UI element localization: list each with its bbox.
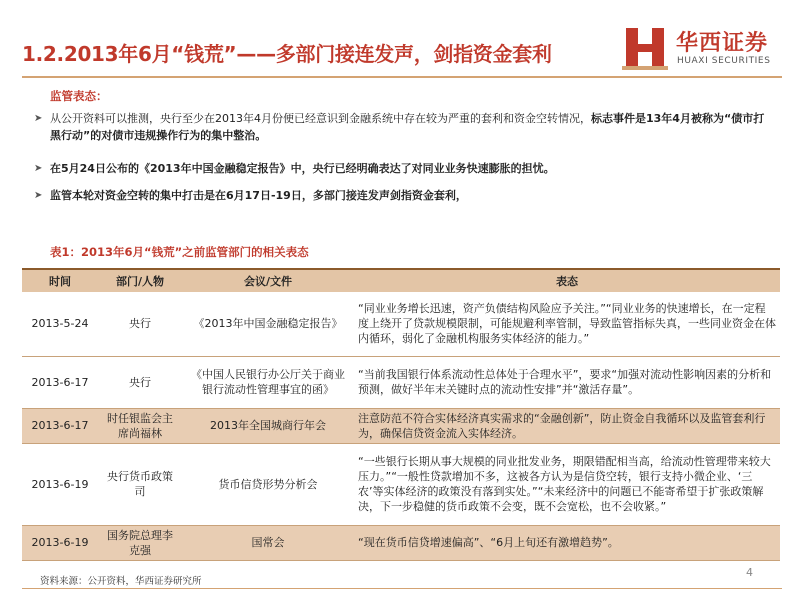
cell-dept: 时任银监会主席尚福林 bbox=[98, 408, 182, 443]
cell-date: 2013-6-19 bbox=[22, 443, 98, 525]
bullet-arrow-icon: ➤ bbox=[34, 113, 43, 124]
cell-meeting: 2013年全国城商行年会 bbox=[182, 408, 354, 443]
bullet-item-1 bbox=[34, 110, 770, 144]
logo-text-cn: 华西证券 bbox=[676, 31, 769, 56]
cell-date: 2013-6-17 bbox=[22, 356, 98, 408]
title-divider bbox=[22, 76, 782, 78]
header-date: 时间 bbox=[22, 269, 98, 292]
header-meeting: 会议/文件 bbox=[182, 269, 354, 292]
cell-dept: 国务院总理李克强 bbox=[98, 525, 182, 560]
bullet-item-2 bbox=[34, 160, 770, 177]
bullet-arrow-icon: ➤ bbox=[34, 190, 43, 201]
bullet-bold-text: 标志事件是13年4月被称为“债市打黑行动”的对债市违规操作行为的集中整治。 bbox=[50, 112, 765, 142]
table-row bbox=[22, 408, 780, 443]
cell-date: 2013-5-24 bbox=[22, 292, 98, 356]
cell-statement: 注意防范不符合实体经济真实需求的“金融创新”，防止资金自我循环以及监管套利行为，确保信贷资金流入实体经济。 bbox=[354, 408, 780, 443]
table-caption: 表1：2013年6月“钱荒”之前监管部门的相关表态 bbox=[50, 245, 309, 259]
bullet-bold-text: 在5月24日公布的《2013年中国金融稳定报告》中，央行已经明确表达了对同业业务快速膨胀的担忧。 bbox=[50, 162, 555, 175]
cell-statement: “现在货币信贷增速偏高”、“6月上旬还有激增趋势”。 bbox=[354, 525, 780, 560]
section-label: 监管表态： bbox=[50, 89, 108, 103]
bullet-item-3 bbox=[34, 187, 770, 204]
page-title: 1.2.2013年6月“钱荒”——多部门接连发声，剑指资金套利 bbox=[22, 42, 552, 66]
table-row bbox=[22, 525, 780, 560]
cell-statement: “一些银行长期从事大规模的同业批发业务，期限错配相当高，给流动性管理带来较大压力。”“一般性贷款增加不多，这被各方认为是信贷空转，银行支持小微企业、‘三农’等实体经济的政策没有落到实处。”“未来经济中的问题已不能寄希望于扩张政策解决，下一步稳健的货币政策不会变，既不会宽松，也不会收紧。” bbox=[354, 443, 780, 525]
logo-text-en: HUAXI SECURITIES bbox=[677, 56, 771, 66]
header-statement: 表态 bbox=[354, 269, 780, 292]
cell-meeting: 国常会 bbox=[182, 525, 354, 560]
cell-date: 2013-6-19 bbox=[22, 525, 98, 560]
cell-meeting: 《中国人民银行办公厅关于商业银行流动性管理事宜的函》 bbox=[182, 356, 354, 408]
company-logo bbox=[622, 22, 782, 74]
page-number: 4 bbox=[746, 566, 753, 579]
statements-table bbox=[22, 268, 780, 561]
cell-date: 2013-6-17 bbox=[22, 408, 98, 443]
cell-statement: “同业业务增长迅速，资产负债结构风险应予关注。”“同业业务的快速增长，在一定程度上绕开了贷款规模限制，可能规避利率管制，导致监管指标失真，一些同业资金在体内循环，弱化了金融机构服务实体经济的能力。” bbox=[354, 292, 780, 356]
table-row bbox=[22, 292, 780, 356]
table-row bbox=[22, 356, 780, 408]
table-row bbox=[22, 443, 780, 525]
huaxi-logo-icon bbox=[622, 22, 672, 72]
cell-dept: 央行 bbox=[98, 356, 182, 408]
bullet-text: 从公开资料可以推测，央行至少在2013年4月份便已经意识到金融系统中存在较为严重的套利和资金空转情况， bbox=[50, 112, 591, 125]
bullet-arrow-icon: ➤ bbox=[34, 163, 43, 174]
cell-meeting: 《2013年中国金融稳定报告》 bbox=[182, 292, 354, 356]
cell-dept: 央行货币政策司 bbox=[98, 443, 182, 525]
source-note: 资料来源：公开资料，华西证券研究所 bbox=[40, 576, 202, 587]
header-dept: 部门/人物 bbox=[98, 269, 182, 292]
footer-divider bbox=[22, 588, 782, 589]
cell-meeting: 货币信贷形势分析会 bbox=[182, 443, 354, 525]
cell-statement: “当前我国银行体系流动性总体处于合理水平”，要求“加强对流动性影响因素的分析和预测，做好半年末关键时点的流动性安排”并“激活存量”。 bbox=[354, 356, 780, 408]
bullet-bold-text: 监管本轮对资金空转的集中打击是在6月17日-19日，多部门接连发声剑指资金套利， bbox=[50, 189, 467, 202]
cell-dept: 央行 bbox=[98, 292, 182, 356]
table-header-row bbox=[22, 269, 780, 292]
